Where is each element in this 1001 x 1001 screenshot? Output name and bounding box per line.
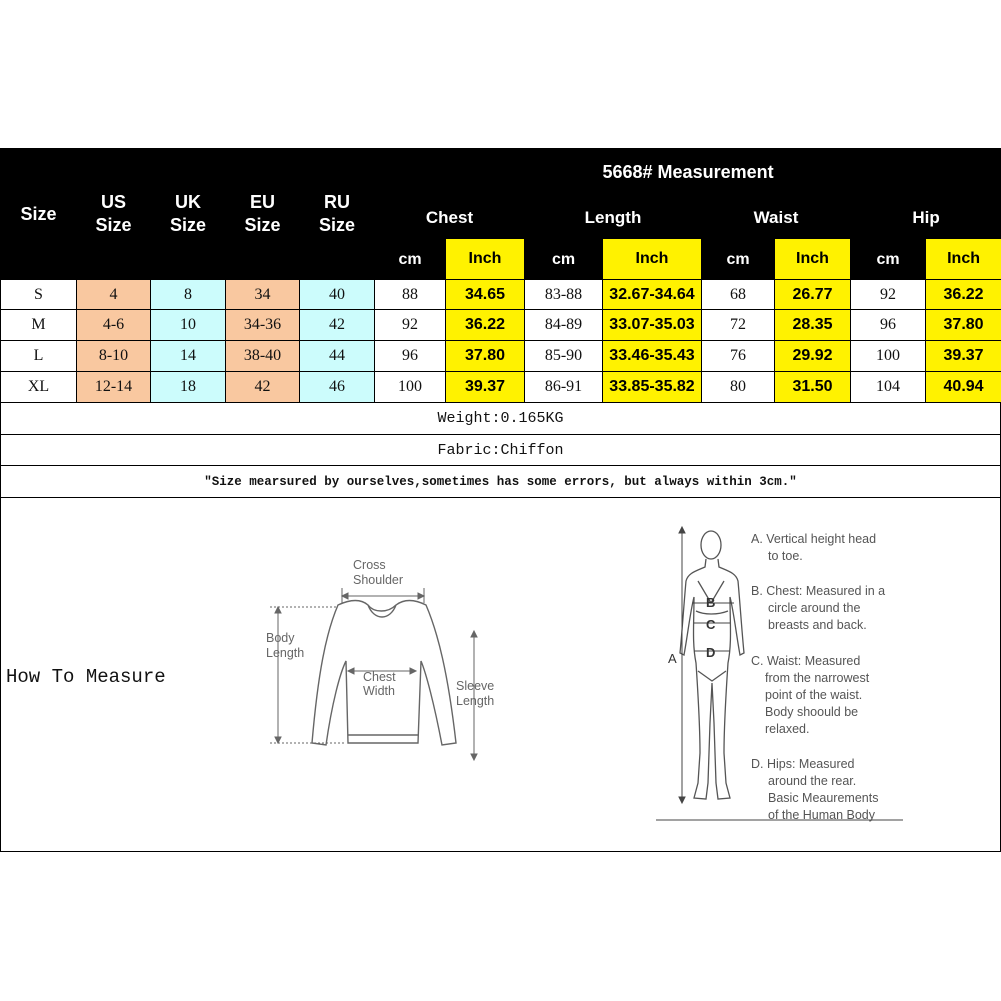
table-row bbox=[1, 372, 1001, 403]
size-chart bbox=[0, 148, 1001, 852]
waist-header: Waist bbox=[702, 197, 851, 239]
waist-cm-cell: 72 bbox=[702, 310, 775, 341]
us-cell: 4-6 bbox=[77, 310, 151, 341]
length-cm-cell: 83-88 bbox=[525, 280, 603, 310]
chest-inch-cell: 36.22 bbox=[446, 310, 525, 341]
chest-cm-header: cm bbox=[375, 239, 446, 280]
uk-size-header: UK Size bbox=[151, 149, 226, 280]
how-to-measure-panel bbox=[0, 498, 1001, 852]
waist-cm-header: cm bbox=[702, 239, 775, 280]
legend-c: C. Waist: Measured from the narrowest point of the waist. Body shoould be relaxed. bbox=[751, 654, 870, 736]
hip-inch-cell: 37.80 bbox=[926, 310, 1001, 341]
weight-row: Weight:0.165KG bbox=[0, 403, 1001, 435]
size-note-row: "Size mearsured by ourselves,sometimes has some errors, but always within 3cm." bbox=[0, 466, 1001, 498]
eu-size-header: EU Size bbox=[226, 149, 300, 280]
how-to-measure-label: How To Measure bbox=[6, 666, 166, 688]
chest-width-label-1: Chest bbox=[363, 670, 396, 684]
size-table bbox=[0, 148, 1001, 403]
hip-inch-cell: 39.37 bbox=[926, 341, 1001, 372]
length-header: Length bbox=[525, 197, 702, 239]
hip-inch-cell: 36.22 bbox=[926, 280, 1001, 310]
body-length-label-2: Length bbox=[266, 646, 305, 660]
chest-cm-cell: 96 bbox=[375, 341, 446, 372]
ru-size-header: RU Size bbox=[300, 149, 375, 280]
hip-cm-cell: 92 bbox=[851, 280, 926, 310]
measurement-header: 5668# Measurement bbox=[375, 149, 1001, 197]
legend-a: A. Vertical height head to toe. bbox=[751, 532, 877, 563]
waist-cm-cell: 76 bbox=[702, 341, 775, 372]
sleeve-length-label-1: Sleeve bbox=[456, 679, 495, 693]
ru-cell: 44 bbox=[300, 341, 375, 372]
hip-cm-cell: 96 bbox=[851, 310, 926, 341]
size-cell: XL bbox=[1, 372, 77, 403]
chest-inch-cell: 34.65 bbox=[446, 280, 525, 310]
length-inch-cell: 33.46-35.43 bbox=[603, 341, 702, 372]
table-row bbox=[1, 341, 1001, 372]
uk-cell: 10 bbox=[151, 310, 226, 341]
sleeve-length-label-2: Length bbox=[456, 694, 495, 708]
cross-shoulder-label-1: Cross bbox=[353, 558, 386, 572]
chest-width-label-2: Width bbox=[363, 684, 395, 698]
size-cell: M bbox=[1, 310, 77, 341]
hip-header: Hip bbox=[851, 197, 1001, 239]
waist-cm-cell: 68 bbox=[702, 280, 775, 310]
chest-cm-cell: 100 bbox=[375, 372, 446, 403]
table-row bbox=[1, 280, 1001, 310]
eu-cell: 38-40 bbox=[226, 341, 300, 372]
waist-inch-cell: 26.77 bbox=[775, 280, 851, 310]
length-inch-cell: 33.85-35.82 bbox=[603, 372, 702, 403]
legend-b: B. Chest: Measured in a circle around the breasts and back. bbox=[751, 584, 886, 632]
ru-cell: 42 bbox=[300, 310, 375, 341]
waist-inch-cell: 31.50 bbox=[775, 372, 851, 403]
waist-cm-cell: 80 bbox=[702, 372, 775, 403]
chest-inch-cell: 37.80 bbox=[446, 341, 525, 372]
chest-cm-cell: 88 bbox=[375, 280, 446, 310]
uk-cell: 18 bbox=[151, 372, 226, 403]
waist-inch-header: Inch bbox=[775, 239, 851, 280]
chest-cm-cell: 92 bbox=[375, 310, 446, 341]
legend-d: D. Hips: Measured around the rear. Basic Meaurements of the Human Body bbox=[751, 757, 879, 822]
hip-cm-cell: 104 bbox=[851, 372, 926, 403]
us-cell: 8-10 bbox=[77, 341, 151, 372]
length-inch-cell: 32.67-34.64 bbox=[603, 280, 702, 310]
size-cell: S bbox=[1, 280, 77, 310]
waist-inch-cell: 29.92 bbox=[775, 341, 851, 372]
size-header: Size bbox=[1, 149, 77, 280]
mark-d: D bbox=[706, 645, 716, 660]
length-cm-cell: 86-91 bbox=[525, 372, 603, 403]
uk-cell: 14 bbox=[151, 341, 226, 372]
uk-cell: 8 bbox=[151, 280, 226, 310]
length-inch-header: Inch bbox=[603, 239, 702, 280]
hip-cm-header: cm bbox=[851, 239, 926, 280]
waist-inch-cell: 28.35 bbox=[775, 310, 851, 341]
length-cm-header: cm bbox=[525, 239, 603, 280]
size-cell: L bbox=[1, 341, 77, 372]
hip-inch-cell: 40.94 bbox=[926, 372, 1001, 403]
length-inch-cell: 33.07-35.03 bbox=[603, 310, 702, 341]
chest-header: Chest bbox=[375, 197, 525, 239]
us-cell: 12-14 bbox=[77, 372, 151, 403]
chest-inch-cell: 39.37 bbox=[446, 372, 525, 403]
ru-cell: 46 bbox=[300, 372, 375, 403]
eu-cell: 42 bbox=[226, 372, 300, 403]
us-size-header: US Size bbox=[77, 149, 151, 280]
mark-b: B bbox=[706, 595, 716, 610]
hip-inch-header: Inch bbox=[926, 239, 1001, 280]
us-cell: 4 bbox=[77, 280, 151, 310]
mark-a: A bbox=[668, 651, 677, 666]
fabric-row: Fabric:Chiffon bbox=[0, 435, 1001, 466]
eu-cell: 34-36 bbox=[226, 310, 300, 341]
body-length-label-1: Body bbox=[266, 631, 295, 645]
ru-cell: 40 bbox=[300, 280, 375, 310]
garment-diagram bbox=[256, 553, 516, 783]
length-cm-cell: 85-90 bbox=[525, 341, 603, 372]
table-row bbox=[1, 310, 1001, 341]
chest-inch-header: Inch bbox=[446, 239, 525, 280]
hip-cm-cell: 100 bbox=[851, 341, 926, 372]
head-outline bbox=[701, 531, 721, 559]
cross-shoulder-label-2: Shoulder bbox=[353, 573, 404, 587]
length-cm-cell: 84-89 bbox=[525, 310, 603, 341]
mark-c: C bbox=[706, 617, 716, 632]
eu-cell: 34 bbox=[226, 280, 300, 310]
